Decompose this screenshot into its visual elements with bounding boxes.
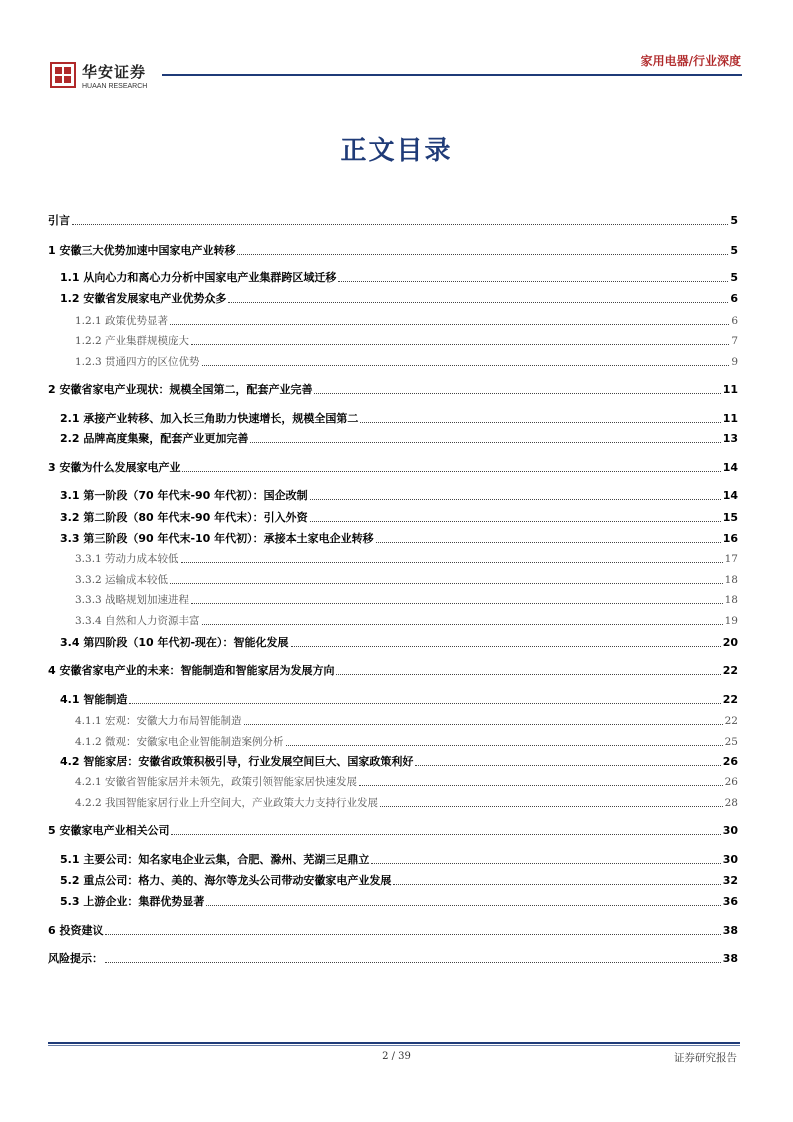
toc-entry-page: 18 <box>724 594 738 606</box>
toc-dot-leader <box>105 934 720 935</box>
page-header <box>0 0 793 100</box>
toc-entry-page: 22 <box>724 715 738 727</box>
toc-entry[interactable] <box>48 753 738 769</box>
toc-entry-title: 3.3 第三阶段（90 年代末-10 年代初）：承接本土家电企业转移 <box>60 532 374 545</box>
toc-dot-leader <box>310 499 721 500</box>
toc-dot-leader <box>182 471 720 472</box>
toc-dot-leader <box>250 442 720 443</box>
toc-dot-leader <box>105 962 721 963</box>
toc-entry-title: 1.2.1 政策优势显著 <box>75 315 169 327</box>
toc-entry-title: 5.1 主要公司：知名家电企业云集，合肥、滁州、芜湖三足鼎立 <box>60 853 370 866</box>
toc-entry-page: 17 <box>724 553 738 565</box>
toc-entry-title: 5 安徽家电产业相关公司 <box>48 824 170 837</box>
toc-entry[interactable] <box>48 459 738 475</box>
toc-dot-leader <box>206 905 720 906</box>
toc-entry-title: 1.2.3 贯通四方的区位优势 <box>75 356 200 368</box>
toc-entry[interactable] <box>48 571 738 587</box>
toc-entry-title: 6 投资建议 <box>48 924 104 937</box>
toc-entry[interactable] <box>48 691 738 707</box>
toc-entry[interactable] <box>48 509 738 525</box>
toc-entry-page: 5 <box>730 271 738 284</box>
toc-dot-leader <box>170 583 723 584</box>
toc-entry-title: 3 安徽为什么发展家电产业 <box>48 461 181 474</box>
toc-entry-page: 22 <box>722 693 738 706</box>
toc-entry-title: 2.2 品牌高度集聚，配套产业更加完善 <box>60 432 249 445</box>
toc-entry-title: 4.2 智能家居：安徽省政策积极引导，行业发展空间巨大、国家政策利好 <box>60 755 414 768</box>
toc-entry-page: 26 <box>722 755 738 768</box>
toc-entry[interactable] <box>48 872 738 888</box>
toc-entry-title: 4.1 智能制造 <box>60 693 128 706</box>
toc-dot-leader <box>129 703 720 704</box>
toc-entry[interactable] <box>48 269 738 285</box>
toc-entry[interactable] <box>48 530 738 546</box>
toc-entry-title: 引言 <box>48 214 70 227</box>
toc-entry[interactable] <box>48 662 738 678</box>
toc-entry-page: 30 <box>722 824 738 837</box>
toc-dot-leader <box>291 646 721 647</box>
toc-entry-page: 13 <box>722 432 738 445</box>
toc-entry[interactable] <box>48 634 738 650</box>
toc-entry[interactable] <box>48 794 738 810</box>
toc-entry-page: 6 <box>730 292 738 305</box>
toc-entry-title: 1.1 从向心力和离心力分析中国家电产业集群跨区域迁移 <box>60 271 337 284</box>
toc-entry-page: 38 <box>722 924 738 937</box>
toc-entry[interactable] <box>48 487 738 503</box>
toc-entry-title: 5.2 重点公司：格力、美的、海尔等龙头公司带动安徽家电产业发展 <box>60 874 392 887</box>
toc-entry-page: 5 <box>730 214 738 227</box>
toc-entry[interactable] <box>48 733 738 749</box>
toc-entry[interactable] <box>48 242 738 258</box>
toc-entry[interactable] <box>48 773 738 789</box>
toc-entry[interactable] <box>48 332 738 348</box>
toc-dot-leader <box>170 324 729 325</box>
toc-dot-leader <box>393 884 720 885</box>
toc-entry-title: 4.2.1 安徽省智能家居并未领先，政策引领智能家居快速发展 <box>75 776 358 788</box>
toc-entry-page: 26 <box>724 776 738 788</box>
toc-entry[interactable] <box>48 612 738 628</box>
footer-divider <box>48 1042 740 1044</box>
toc-entry-page: 6 <box>731 315 738 327</box>
toc-entry-page: 30 <box>722 853 738 866</box>
toc-entry-title: 1.2.2 产业集群规模庞大 <box>75 335 190 347</box>
toc-entry-page: 22 <box>722 664 738 677</box>
toc-dot-leader <box>338 281 728 282</box>
toc-entry-page: 16 <box>722 532 738 545</box>
toc-dot-leader <box>171 834 720 835</box>
page-indicator: 2 / 39 <box>382 1051 411 1062</box>
toc-entry-title: 4.2.2 我国智能家居行业上升空间大，产业政策大力支持行业发展 <box>75 797 379 809</box>
toc-entry-page: 20 <box>722 636 738 649</box>
toc-dot-leader <box>181 562 723 563</box>
toc-entry-title: 3.3.2 运输成本较低 <box>75 574 169 586</box>
toc-entry-page: 11 <box>722 383 738 396</box>
toc-entry[interactable] <box>48 950 738 966</box>
toc-entry-page: 19 <box>724 615 738 627</box>
toc-entry-page: 15 <box>722 511 738 524</box>
toc-entry-title: 3.3.1 劳动力成本较低 <box>75 553 179 565</box>
toc-entry-page: 28 <box>724 797 738 809</box>
toc-entry-page: 25 <box>724 736 738 748</box>
toc-dot-leader <box>72 224 728 225</box>
toc-dot-leader <box>244 724 723 725</box>
toc-entry[interactable] <box>48 893 738 909</box>
logo-chinese-name: 华安证券 <box>82 63 147 81</box>
toc-dot-leader <box>310 521 721 522</box>
toc-entry[interactable] <box>48 550 738 566</box>
toc-dot-leader <box>237 254 728 255</box>
toc-entry[interactable] <box>48 851 738 867</box>
toc-entry[interactable] <box>48 430 738 446</box>
toc-dot-leader <box>202 365 730 366</box>
toc-dot-leader <box>415 765 720 766</box>
toc-entry-title: 3.4 第四阶段（10 年代初-现在）：智能化发展 <box>60 636 289 649</box>
page-title: 正文目录 <box>340 136 453 166</box>
toc-dot-leader <box>191 603 723 604</box>
toc-entry[interactable] <box>48 290 738 306</box>
toc-entry[interactable] <box>48 712 738 728</box>
toc-entry[interactable] <box>48 822 738 838</box>
toc-dot-leader <box>336 674 720 675</box>
toc-dot-leader <box>376 542 721 543</box>
toc-dot-leader <box>359 785 723 786</box>
toc-dot-leader <box>371 863 720 864</box>
report-category: 家用电器/行业深度 <box>640 54 741 68</box>
toc-entry-title: 风险提示： <box>48 952 103 965</box>
footer-divider-thin <box>48 1045 740 1046</box>
toc-entry[interactable] <box>48 591 738 607</box>
toc-dot-leader <box>286 745 723 746</box>
toc-entry-title: 3.2 第二阶段（80 年代末-90 年代末）：引入外资 <box>60 511 308 524</box>
toc-entry-title: 1 安徽三大优势加速中国家电产业转移 <box>48 244 236 257</box>
toc-dot-leader <box>202 624 723 625</box>
toc-entry-title: 3.1 第一阶段（70 年代末-90 年代初）：国企改制 <box>60 489 308 502</box>
toc-entry-page: 7 <box>731 335 738 347</box>
toc-dot-leader <box>228 302 728 303</box>
toc-entry[interactable] <box>48 353 738 369</box>
logo-english-name: HUAAN RESEARCH <box>82 83 148 90</box>
toc-dot-leader <box>191 344 729 345</box>
toc-entry-title: 4.1.2 微观：安徽家电企业智能制造案例分析 <box>75 736 284 748</box>
toc-entry-page: 14 <box>722 489 738 502</box>
toc-entry-title: 5.3 上游企业：集群优势显著 <box>60 895 205 908</box>
toc-dot-leader <box>380 806 723 807</box>
toc-entry-page: 38 <box>722 952 738 965</box>
toc-entry[interactable] <box>48 312 738 328</box>
toc-entry-page: 9 <box>731 356 738 368</box>
toc-entry-page: 32 <box>722 874 738 887</box>
toc-entry-title: 2 安徽省家电产业现状：规模全国第二，配套产业完善 <box>48 383 313 396</box>
toc-entry-title: 4.1.1 宏观：安徽大力布局智能制造 <box>75 715 242 727</box>
toc-entry-page: 14 <box>722 461 738 474</box>
toc-entry-title: 4 安徽省家电产业的未来：智能制造和智能家居为发展方向 <box>48 664 335 677</box>
toc-entry-title: 3.3.4 自然和人力资源丰富 <box>75 615 200 627</box>
toc-dot-leader <box>314 393 720 394</box>
toc-entry-page: 18 <box>724 574 738 586</box>
huaan-logo-icon <box>50 62 76 88</box>
toc-entry[interactable] <box>48 212 738 228</box>
toc-entry-title: 2.1 承接产业转移、加入长三角助力快速增长，规模全国第二 <box>60 412 359 425</box>
toc-entry[interactable] <box>48 410 738 426</box>
toc-entry-title: 3.3.3 战略规划加速进程 <box>75 594 190 606</box>
toc-entry-title: 1.2 安徽省发展家电产业优势众多 <box>60 292 227 305</box>
header-divider <box>162 74 742 76</box>
toc-entry[interactable] <box>48 922 738 938</box>
toc-entry-page: 11 <box>722 412 738 425</box>
toc-dot-leader <box>360 422 720 423</box>
footer-report-type: 证券研究报告 <box>674 1052 737 1064</box>
toc-entry-page: 36 <box>722 895 738 908</box>
toc-entry[interactable] <box>48 381 738 397</box>
toc-entry-page: 5 <box>730 244 738 257</box>
